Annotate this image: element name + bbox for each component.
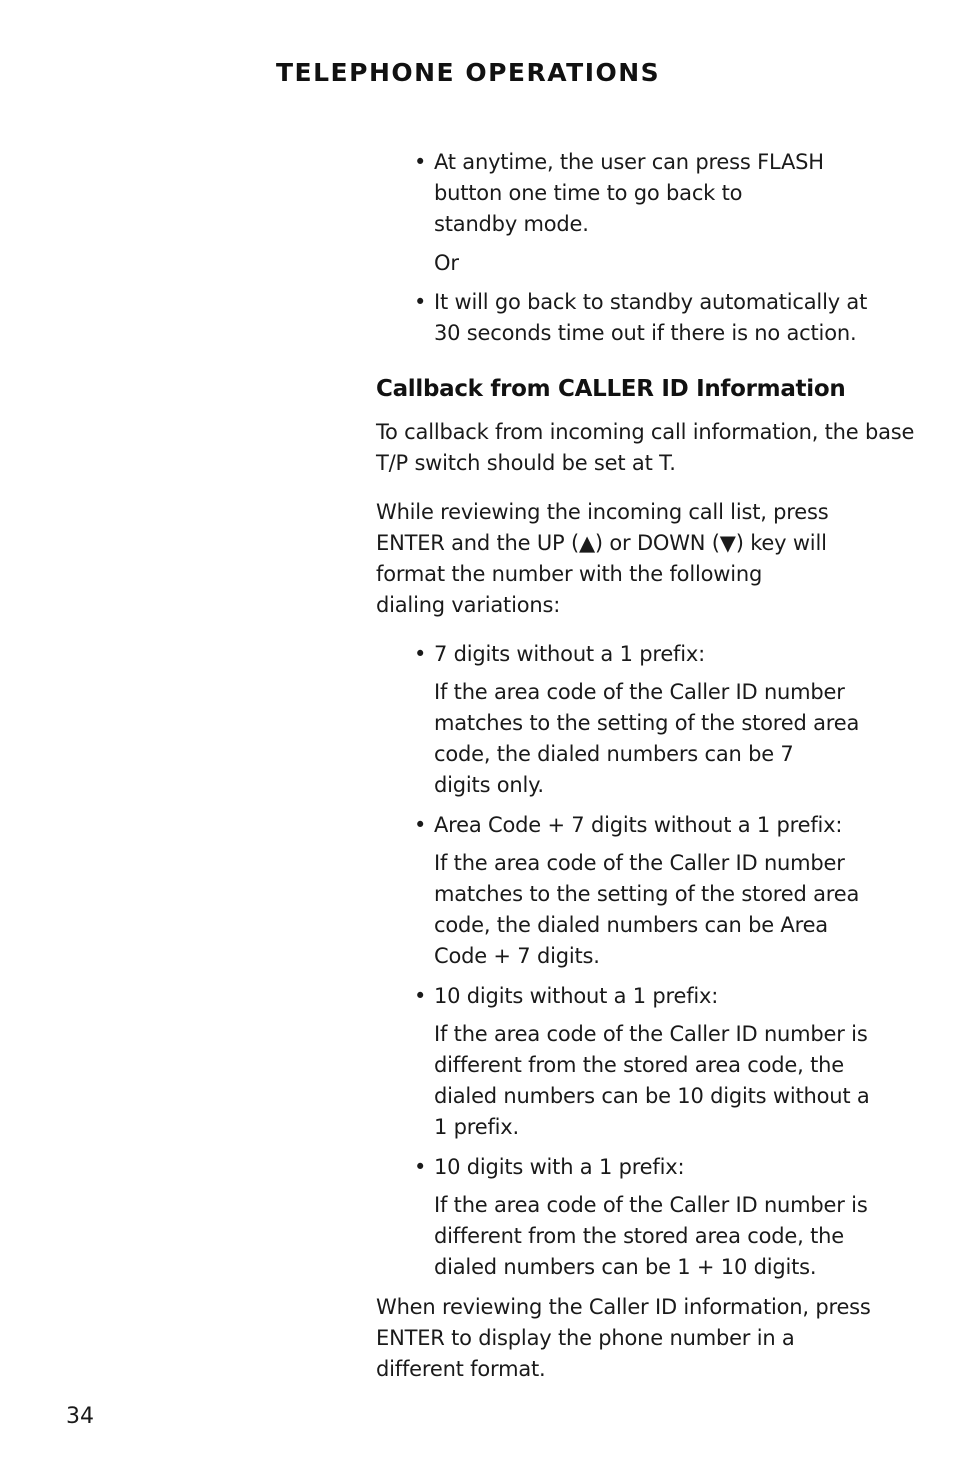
bullet-marker: • xyxy=(414,290,427,314)
bullet-marker: • xyxy=(414,813,427,837)
page-header: TELEPHONE OPERATIONS xyxy=(276,58,661,87)
variation-4-desc-line-2: different from the stored area code, the xyxy=(434,1224,844,1248)
variation-1-desc-line-4: digits only. xyxy=(434,773,544,797)
variation-1-desc-line-3: code, the dialed numbers can be 7 xyxy=(434,742,794,766)
intro-bullet-2-line-2: 30 seconds time out if there is no action. xyxy=(434,321,857,345)
variation-4-heading: 10 digits with a 1 prefix: xyxy=(434,1155,685,1179)
para2-line-4: dialing variations: xyxy=(376,593,561,617)
para1-line-1: To callback from incoming call information, the base xyxy=(376,420,915,444)
variation-1-desc-line-2: matches to the setting of the stored area xyxy=(434,711,860,735)
variation-2-desc-line-4: Code + 7 digits. xyxy=(434,944,600,968)
variation-2-desc-line-1: If the area code of the Caller ID number xyxy=(434,851,845,875)
para2-line-1: While reviewing the incoming call list, press xyxy=(376,500,829,524)
variation-1-desc-line-1: If the area code of the Caller ID number xyxy=(434,680,845,704)
closing-line-1: When reviewing the Caller ID information, press xyxy=(376,1295,871,1319)
variation-3-desc-line-1: If the area code of the Caller ID number is xyxy=(434,1022,868,1046)
variation-3-desc-line-4: 1 prefix. xyxy=(434,1115,519,1139)
page-number: 34 xyxy=(66,1404,94,1429)
variation-4-desc-line-1: If the area code of the Caller ID number is xyxy=(434,1193,868,1217)
bullet-marker: • xyxy=(414,150,427,174)
intro-bullet-2-line-1: It will go back to standby automatically at xyxy=(434,290,868,314)
variation-3-desc-line-2: different from the stored area code, the xyxy=(434,1053,844,1077)
intro-bullet-1-line-2: button one time to go back to xyxy=(434,181,743,205)
section-title: Callback from CALLER ID Information xyxy=(376,376,846,402)
variation-2-desc-line-2: matches to the setting of the stored area xyxy=(434,882,860,906)
intro-bullet-1-line-1: At anytime, the user can press FLASH xyxy=(434,150,824,174)
variation-3-desc-line-3: dialed numbers can be 10 digits without a xyxy=(434,1084,870,1108)
bullet-marker: • xyxy=(414,1155,427,1179)
variation-4-desc-line-3: dialed numbers can be 1 + 10 digits. xyxy=(434,1255,817,1279)
variation-2-desc-line-3: code, the dialed numbers can be Area xyxy=(434,913,828,937)
closing-line-2: ENTER to display the phone number in a xyxy=(376,1326,795,1350)
para1-line-2: T/P switch should be set at T. xyxy=(376,451,676,475)
bullet-marker: • xyxy=(414,984,427,1008)
variation-1-heading: 7 digits without a 1 prefix: xyxy=(434,642,705,666)
bullet-marker: • xyxy=(414,642,427,666)
para2-line-3: format the number with the following xyxy=(376,562,763,586)
variation-2-heading: Area Code + 7 digits without a 1 prefix: xyxy=(434,813,843,837)
variation-3-heading: 10 digits without a 1 prefix: xyxy=(434,984,719,1008)
para2-line-2: ENTER and the UP (▲) or DOWN (▼) key will xyxy=(376,531,827,555)
intro-bullet-1-line-3: standby mode. xyxy=(434,212,589,236)
closing-line-3: different format. xyxy=(376,1357,546,1381)
or-text: Or xyxy=(434,251,459,275)
